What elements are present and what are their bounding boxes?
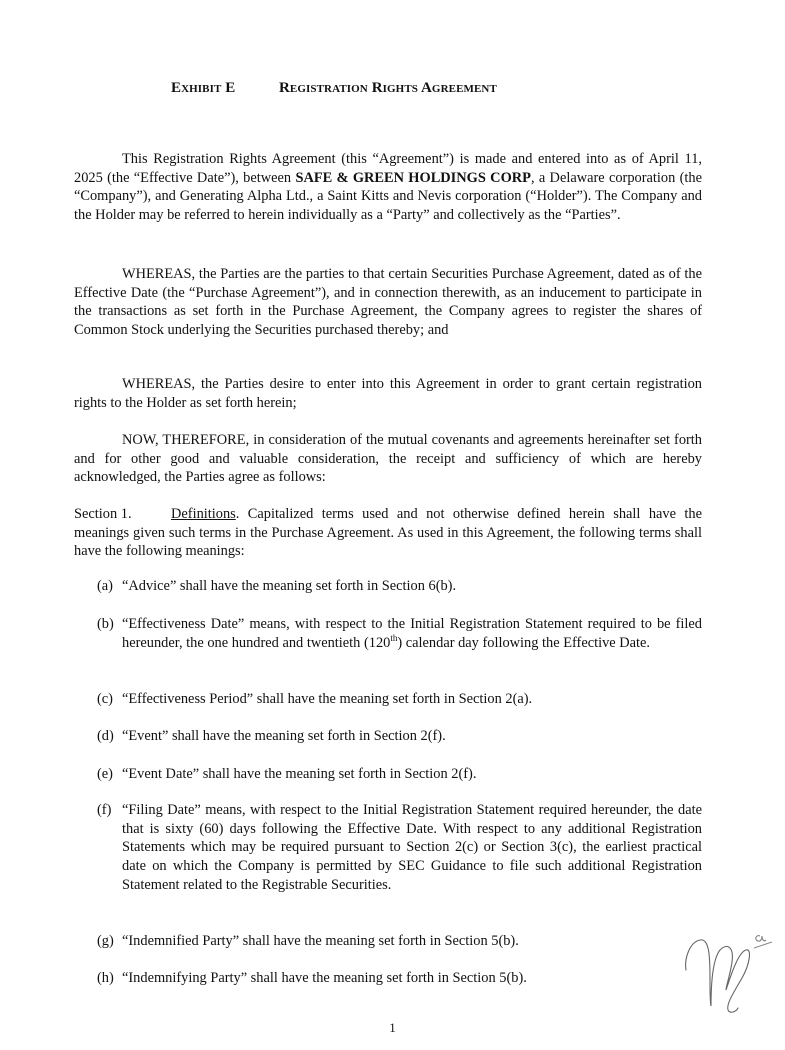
section-text: . Capitalized terms used and not otherwise defined herein shall have the meanings given such terms in the Purchase Agreement. As used in this Agreement, the following terms shall have the following meanings: [74,506,702,560]
definition-text [122,615,702,652]
definition-text: “Indemnified Party” shall have the meaning set forth in Section 5(b). [122,933,519,949]
agreement-title: Registration Rights Agreement [279,80,497,96]
exhibit-label: Exhibit E [171,80,236,96]
definition-label: (b) [97,616,114,632]
definition-item [97,615,702,652]
intro-text-after: , a Delaware corporation (the “Company”), and Generating Alpha Ltd., a Saint Kitts and Nevis corporation (“Holder”). The Company and the Holder may be referred to herein individually as a “Party” and collectively as the “Parties”. [74,169,702,224]
definition-item [97,969,702,988]
company-name: SAFE & GREEN HOLDINGS CORP [295,169,531,186]
definition-text: “Effectiveness Period” shall have the meaning set forth in Section 2(a). [122,691,533,707]
definition-label: (h) [97,970,114,986]
section-1-paragraph [74,505,702,561]
definition-label: (c) [97,691,113,707]
definition-label: (a) [97,578,113,594]
definition-text: “Advice” shall have the meaning set forth in Section 6(b). [122,578,457,594]
recital-paragraph: WHEREAS, the Parties desire to enter into this Agreement in order to grant certain registration rights to the Holder as set forth herein; [74,376,702,411]
definition-text-after: ) calendar day following the Effective Date. [397,634,651,651]
definition-text: “Event Date” shall have the meaning set forth in Section 2(f). [122,766,477,782]
section-heading: Definitions [171,506,236,522]
page-number: 1 [389,1020,396,1035]
definition-label: (g) [97,933,114,949]
recital-paragraph: WHEREAS, the Parties are the parties to that certain Securities Purchase Agreement, dated as of the Effective Date (the “Purchase Agreement”), and in connection therewith, as an inducement to participate in the transactions as set forth in the Purchase Agreement, the Company agrees to register the shares of Common Stock underlying the Securities purchased thereby; and [74,266,702,339]
definition-item [97,727,702,746]
definition-item [97,690,702,709]
definition-text: “Filing Date” means, with respect to the Initial Registration Statement required hereunder, the date that is sixty (60) days following the Effective Date. With respect to any additional Registration Statements which may be required pursuant to Section 2(c) or Section 3(c), the earliest practical date on which the Company is permitted by SEC Guidance to file such additional Registration Statement related to the Registrable Securities. [122,802,702,893]
definition-label: (e) [97,766,113,782]
definition-label: (d) [97,728,114,744]
intro-text-before: This Registration Rights Agreement (this “Agreement”) is made and entered into as of April 11, 2025 (the “Effective Date”), between [74,151,702,186]
intro-paragraph [74,150,702,225]
now-therefore-paragraph: NOW, THEREFORE, in consideration of the mutual covenants and agreements hereinafter set forth and for other good and valuable consideration, the receipt and sufficiency of which are hereby acknowledged, the Parties agree as follows: [74,432,702,486]
definition-label: (f) [97,802,112,818]
handwritten-initials-icon [680,930,780,1015]
definition-text: “Indemnifying Party” shall have the meaning set forth in Section 5(b). [122,970,527,986]
definition-text-before: “Effectiveness Date” means, with respect to the Initial Registration Statement required to be filed hereunder, the one hundred and twentieth (120 [122,616,702,651]
section-label: Section 1. [74,506,132,522]
definition-item [97,765,702,784]
definition-item [97,932,702,951]
definition-text: “Event” shall have the meaning set forth in Section 2(f). [122,728,446,744]
definition-item [97,801,702,895]
ordinal-suffix: th [390,632,398,643]
definition-item [97,577,702,596]
